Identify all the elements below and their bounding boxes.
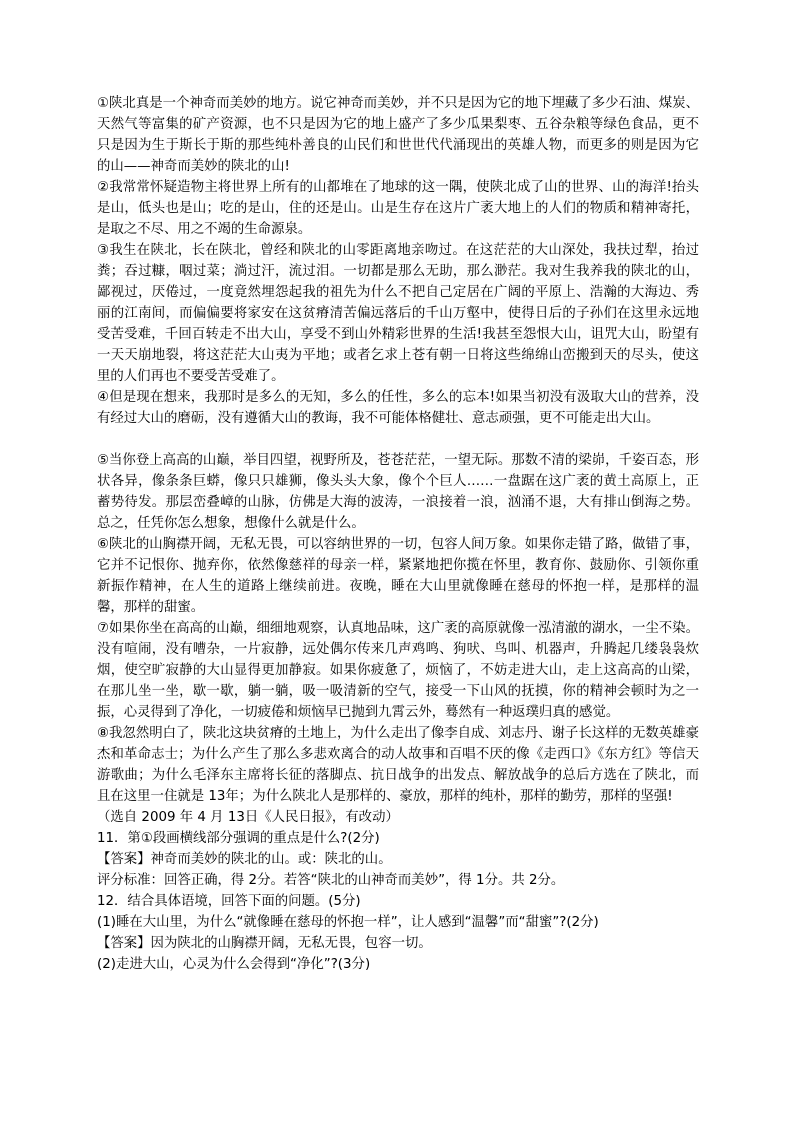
paragraph-4: ④但是现在想来，我那时是多么的无知，多么的任性，多么的忘本!如果当初没有汲取大山的营养，没有经过大山的磨砺，没有遵循大山的教诲，我不可能体格健壮、意志顽强，更不可能走出大山。: [97, 390, 699, 426]
paragraph-5: ⑤当你登上高高的山巅，举目四望，视野所及，苍苍茫茫，一望无际。那数不清的梁峁，千姿百态，形状各异，像条条巨蟒，像只只雄狮，像头头大象，像个个巨人……一盘踞在这广袤的黄土高原上，正蓄势待发。那层峦叠嶂的山脉，仿佛是大海的波涛，一浪接着一浪，汹涌不退，大有排山倒海之势。总之，任凭你怎么想象，想像什么就是什么。: [97, 453, 699, 531]
question-12: 12．结合具体语境，回答下面的问题。(5分): [97, 894, 361, 909]
questions-section: [97, 828, 699, 975]
source-note: （选自 2009 年 4 月 13日《人民日报》，有改动）: [97, 810, 399, 825]
paragraph-7: ⑦如果你坐在高高的山巅，细细地观察，认真地品味，这广袤的高原就像一泓清澈的湖水，一尘不染。没有喧闹，没有嘈杂，一片寂静，远处偶尔传来几声鸡鸣、狗吠、鸟叫、机器声，升腾起几缕袅袅炊烟，使空旷寂静的大山显得更加静寂。如果你疲惫了，烦恼了，不妨走进大山，走上这高高的山梁，在那儿坐一坐，歇一歇，躺一躺，吸一吸清新的空气，接受一下山风的抚摸，你的精神会顿时为之一振，心灵得到了净化，一切疲倦和烦恼早已抛到九霄云外，蓦然有一种返璞归真的感觉。: [97, 621, 699, 720]
paragraph-8: ⑧我忽然明白了，陕北这块贫瘠的土地上，为什么走出了像李自成、刘志丹、谢子长这样的无数英雄豪杰和革命志士；为什么产生了那么多悲欢离合的动人故事和百唱不厌的像《走西口》《东方红》等信天游歌曲；为什么毛泽东主席将长征的落脚点、抗日战争的出发点、解放战争的总后方选在了陕北，而且在这里一住就是 13年；为什么陕北人是那样的、豪放，那样的纯朴，那样的勤劳，那样的坚强!: [97, 726, 699, 804]
paragraph-6: ⑥陕北的山胸襟开阔，无私无畏，可以容纳世界的一切，包容人间万象。如果你走错了路，做错了事，它并不记恨你、抛弃你，依然像慈祥的母亲一样，紧紧地把你揽在怀里，教育你、鼓励你、引领你重新振作精神，在人生的道路上继续前进。夜晚，睡在大山里就像睡在慈母的怀抱一样，是那样的温馨，那样的甜蜜。: [97, 537, 699, 615]
answer-11: 【答案】神奇而美妙的陕北的山。或：陕北的山。: [97, 852, 392, 867]
paragraph-2: ②我常常怀疑造物主将世界上所有的山都堆在了地球的这一隅，使陕北成了山的世界、山的海洋!抬头是山，低头也是山；吃的是山，住的还是山。山是生存在这片广袤大地上的人们的物质和精神寄托，是取之不尽、用之不竭的生命源泉。: [97, 180, 699, 237]
question-12-2: (2)走进大山，心灵为什么会得到“净化”?(3分): [97, 957, 371, 972]
document-content: [97, 93, 699, 975]
scoring-11: 评分标准：回答正确，得 2分。若答“陕北的山神奇而美妙”，得 1分。共 2分。: [97, 873, 565, 888]
article-body: [97, 93, 699, 807]
question-12-1: (1)睡在大山里，为什么“就像睡在慈母的怀抱一样”，让人感到“温馨”而“甜蜜”?(2分): [97, 915, 599, 930]
answer-12-1: 【答案】因为陕北的山胸襟开阔，无私无畏，包容一切。: [97, 936, 432, 951]
paragraph-gap: [97, 429, 699, 450]
paragraph-3: ③我生在陕北，长在陕北，曾经和陕北的山零距离地亲吻过。在这茫茫的大山深处，我扶过犁，抬过粪；吞过糠，咽过菜；淌过汗，流过泪。一切都是那么无助，那么渺茫。我对生我养我的陕北的山，鄙视过，厌倦过，一度竟然埋怨起我的祖先为什么不把自己定居在广阔的平原上、浩瀚的大海边、秀丽的江南间，而偏偏要将家安在这贫瘠清苦偏远落后的千山万壑中，使得日后的子孙们在这里永远地受苦受难，千回百转走不出大山，享受不到山外精彩世界的生活!我甚至怨恨大山，诅咒大山，盼望有一天天崩地裂，将这茫茫大山夷为平地；或者乞求上苍有朝一日将这些绵绵山峦搬到天的尽头，使这里的人们再也不要受苦受难了。: [97, 243, 699, 384]
question-11: 11．第①段画横线部分强调的重点是什么?(2分): [97, 831, 380, 846]
paragraph-1: ①陕北真是一个神奇而美妙的地方。说它神奇而美妙，并不只是因为它的地下埋藏了多少石油、煤炭、天然气等富集的矿产资源，也不只是因为它的地上盛产了多少瓜果梨枣、五谷杂粮等绿色食品，更不只是因为生于斯长于斯的那些纯朴善良的山民们和世世代代涌现出的英雄人物，而更多的则是因为它的山——神奇而美妙的陕北的山!: [97, 96, 699, 174]
